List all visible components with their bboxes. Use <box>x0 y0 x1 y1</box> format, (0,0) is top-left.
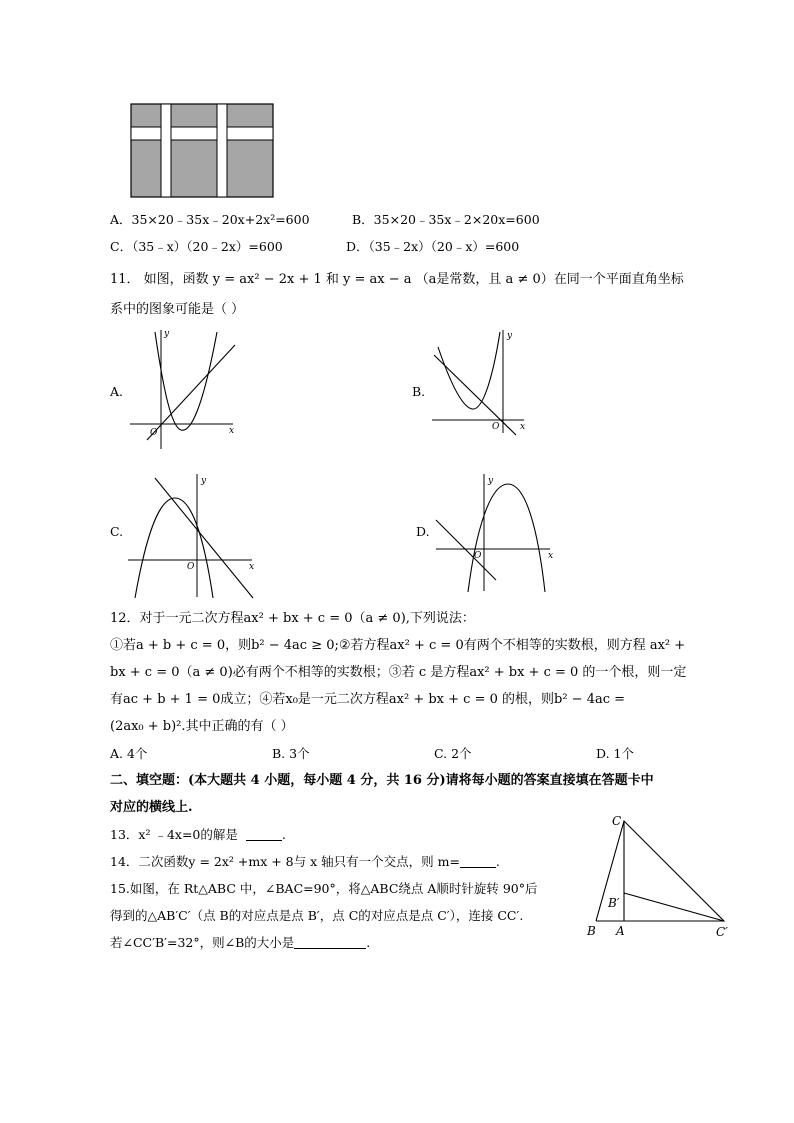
q13-end: . <box>281 827 286 842</box>
q12-line4: 有ac + b + 1 = 0成立；④若x₀是一元二次方程ax² + bx + c = 0 的根，则b² − 4ac = <box>110 692 626 707</box>
q11-graph-a <box>125 327 240 452</box>
q11-graph-a-origin: O <box>150 428 158 438</box>
q15-line3-wrap <box>110 937 370 950</box>
q11-label-d: D. <box>416 524 430 539</box>
q11-graph-a-y-label: y <box>164 329 170 339</box>
q15-line3: 若∠CC′B′=32°，则∠B的大小是 <box>110 935 295 950</box>
q14 <box>110 856 500 869</box>
q15-triangle-figure <box>582 810 742 940</box>
q11-graph-d <box>432 470 560 600</box>
q12-line5: (2ax₀ + b)².其中正确的有（ ） <box>110 719 294 734</box>
q10-option-c: C．（35﹣x）（20﹣2x）=600 <box>110 239 283 254</box>
q13-text: 13．x² ﹣4x=0的解是 <box>110 827 238 842</box>
q11-stem-line1: 11． 如图，函数 y = ax² − 2x + 1 和 y = ax − a （a是常数，且 a ≠ 0）在同一个平面直角坐标 <box>110 272 684 287</box>
q11-graph-d-origin: O <box>474 551 482 561</box>
q15-line2: 得到的△AB′C′（点 B的对应点是点 B′，点 C的对应点是点 C′），连接 CC′. <box>110 908 524 923</box>
q10-option-b: B．35×20﹣35x﹣2×20x=600 <box>352 212 540 227</box>
q11-graph-c-origin: O <box>187 562 195 572</box>
q11-graph-a-x-label: x <box>229 426 235 436</box>
q11-label-c: C. <box>110 524 124 539</box>
q11-label-b: B. <box>412 384 426 399</box>
q11-graph-d-y-label: y <box>488 476 494 486</box>
q15-end: . <box>366 935 371 950</box>
q10-option-d: D．（35﹣2x）（20﹣x）=600 <box>346 239 520 254</box>
q12-option-d: D. 1个 <box>596 746 634 761</box>
q15-label-c-prime: C′ <box>716 925 728 939</box>
q11-graph-d-x-label: x <box>548 551 554 561</box>
q13 <box>110 829 286 842</box>
q12-option-b: B. 3个 <box>272 746 310 761</box>
q14-end: . <box>495 854 500 869</box>
q11-stem-line2: 系中的图象可能是（ ） <box>110 302 245 317</box>
q11-graph-c-y-label: y <box>201 476 207 486</box>
q12-line2: ①若a + b + c = 0，则b² − 4ac ≥ 0;②若方程ax² + c = 0有两个不相等的实数根，则方程 ax² + <box>110 638 686 653</box>
q11-graph-b <box>428 327 533 437</box>
q15-label-a: A <box>616 924 625 938</box>
q13-answer-blank[interactable] <box>246 829 282 841</box>
q11-graph-c-x-label: x <box>249 562 255 572</box>
section2-heading-line1: 二、填空题：(本大题共 4 小题，每小题 4 分，共 16 分)请将每小题的答案直接填在答题卡中 <box>110 773 654 788</box>
q15-label-b: B <box>587 924 596 938</box>
q14-text: 14．二次函数y = 2x² +mx + 8与 x 轴只有一个交点，则 m= <box>110 854 460 869</box>
q10-garden-figure <box>130 103 275 199</box>
q12-line3: bx + c = 0（a ≠ 0)必有两个不相等的实数根；③若 c 是方程ax² + bx + c = 0 的一个根，则一定 <box>110 665 687 680</box>
q10-option-a: A．35×20﹣35x﹣20x+2x²=600 <box>110 212 310 227</box>
q11-graph-c <box>125 470 260 600</box>
q11-graph-b-y-label: y <box>507 331 513 341</box>
q15-label-b-prime: B′ <box>608 896 620 910</box>
q15-answer-blank[interactable] <box>294 937 366 949</box>
q11-label-a: A. <box>110 384 124 399</box>
q15-line1: 15.如图，在 Rt△ABC 中，∠BAC=90°，将△ABC绕点 A顺时针旋转 90°后 <box>110 881 538 896</box>
q14-answer-blank[interactable] <box>460 856 496 868</box>
q12-line1: 12．对于一元二次方程ax² + bx + c = 0（a ≠ 0),下列说法： <box>110 611 475 626</box>
q15-label-c: C <box>612 814 622 828</box>
q11-graph-b-origin: O <box>492 422 500 432</box>
q11-graph-b-x-label: x <box>520 422 526 432</box>
q12-option-a: A. 4个 <box>110 746 148 761</box>
section2-heading-line2: 对应的横线上. <box>110 800 193 815</box>
q12-option-c: C. 2个 <box>434 746 472 761</box>
